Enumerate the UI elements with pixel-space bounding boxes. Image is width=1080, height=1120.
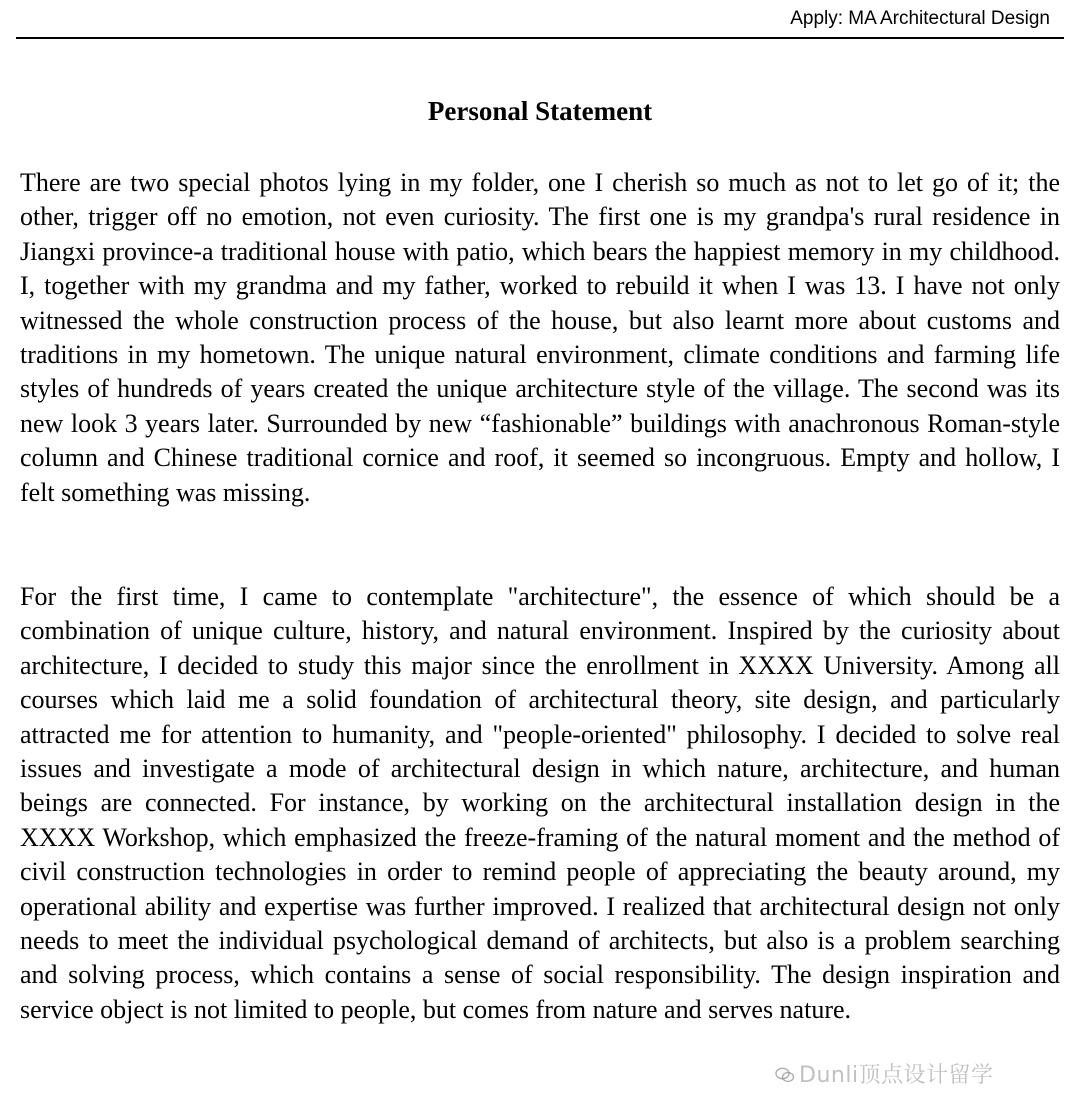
watermark: [775, 1058, 994, 1089]
paragraph-2: For the first time, I came to contemplate "architecture", the essence of which should be a combination of unique culture, history, and natural environment. Inspired by the curiosity about architecture, I decided to study this major since the enrollment in XXXX University. Among all courses which laid me a solid foundation of architectural theory, site design, and particularly attracted me for attention to humanity, and "people-oriented" philosophy. I decided to solve real issues and investigate a mode of architectural design in which nature, architecture, and human beings are connected. For instance, by working on the architectural installation design in the XXXX Workshop, which emphasized the freeze-framing of the natural moment and the method of civil construction technologies in order to remind people of appreciating the beauty around, my operational ability and expertise was further improved. I realized that architectural design not only needs to meet the individual psychological demand of architects, but also is a problem searching and solving process, which contains a sense of social responsibility. The design inspiration and service object is not limited to people, but comes from nature and serves nature.: [20, 582, 1060, 1024]
paragraph-1: There are two special photos lying in my folder, one I cherish so much as not to let go of it; the other, trigger off no emotion, not even curiosity. The first one is my grandpa's rural residence in Jiangxi province-a traditional house with patio, which bears the happiest memory in my childhood. I, together with my grandma and my father, worked to rebuild it when I was 13. I have not only witnessed the whole construction process of the house, but also learnt more about customs and traditions in my hometown. The unique natural environment, climate conditions and farming life styles of hundreds of years created the unique architecture style of the village. The second was its new look 3 years later. Surrounded by new “fashionable” buildings with anachronous Roman-style column and Chinese traditional cornice and roof, it seemed so incongruous. Empty and hollow, I felt something was missing.: [20, 168, 1060, 507]
wechat-icon: [775, 1067, 795, 1083]
header-label: Apply: MA Architectural Design: [790, 8, 1050, 29]
page-header: [16, 0, 1064, 39]
document-title: Personal Statement: [427, 96, 653, 126]
watermark-text: Dunli顶点设计留学: [799, 1063, 994, 1088]
